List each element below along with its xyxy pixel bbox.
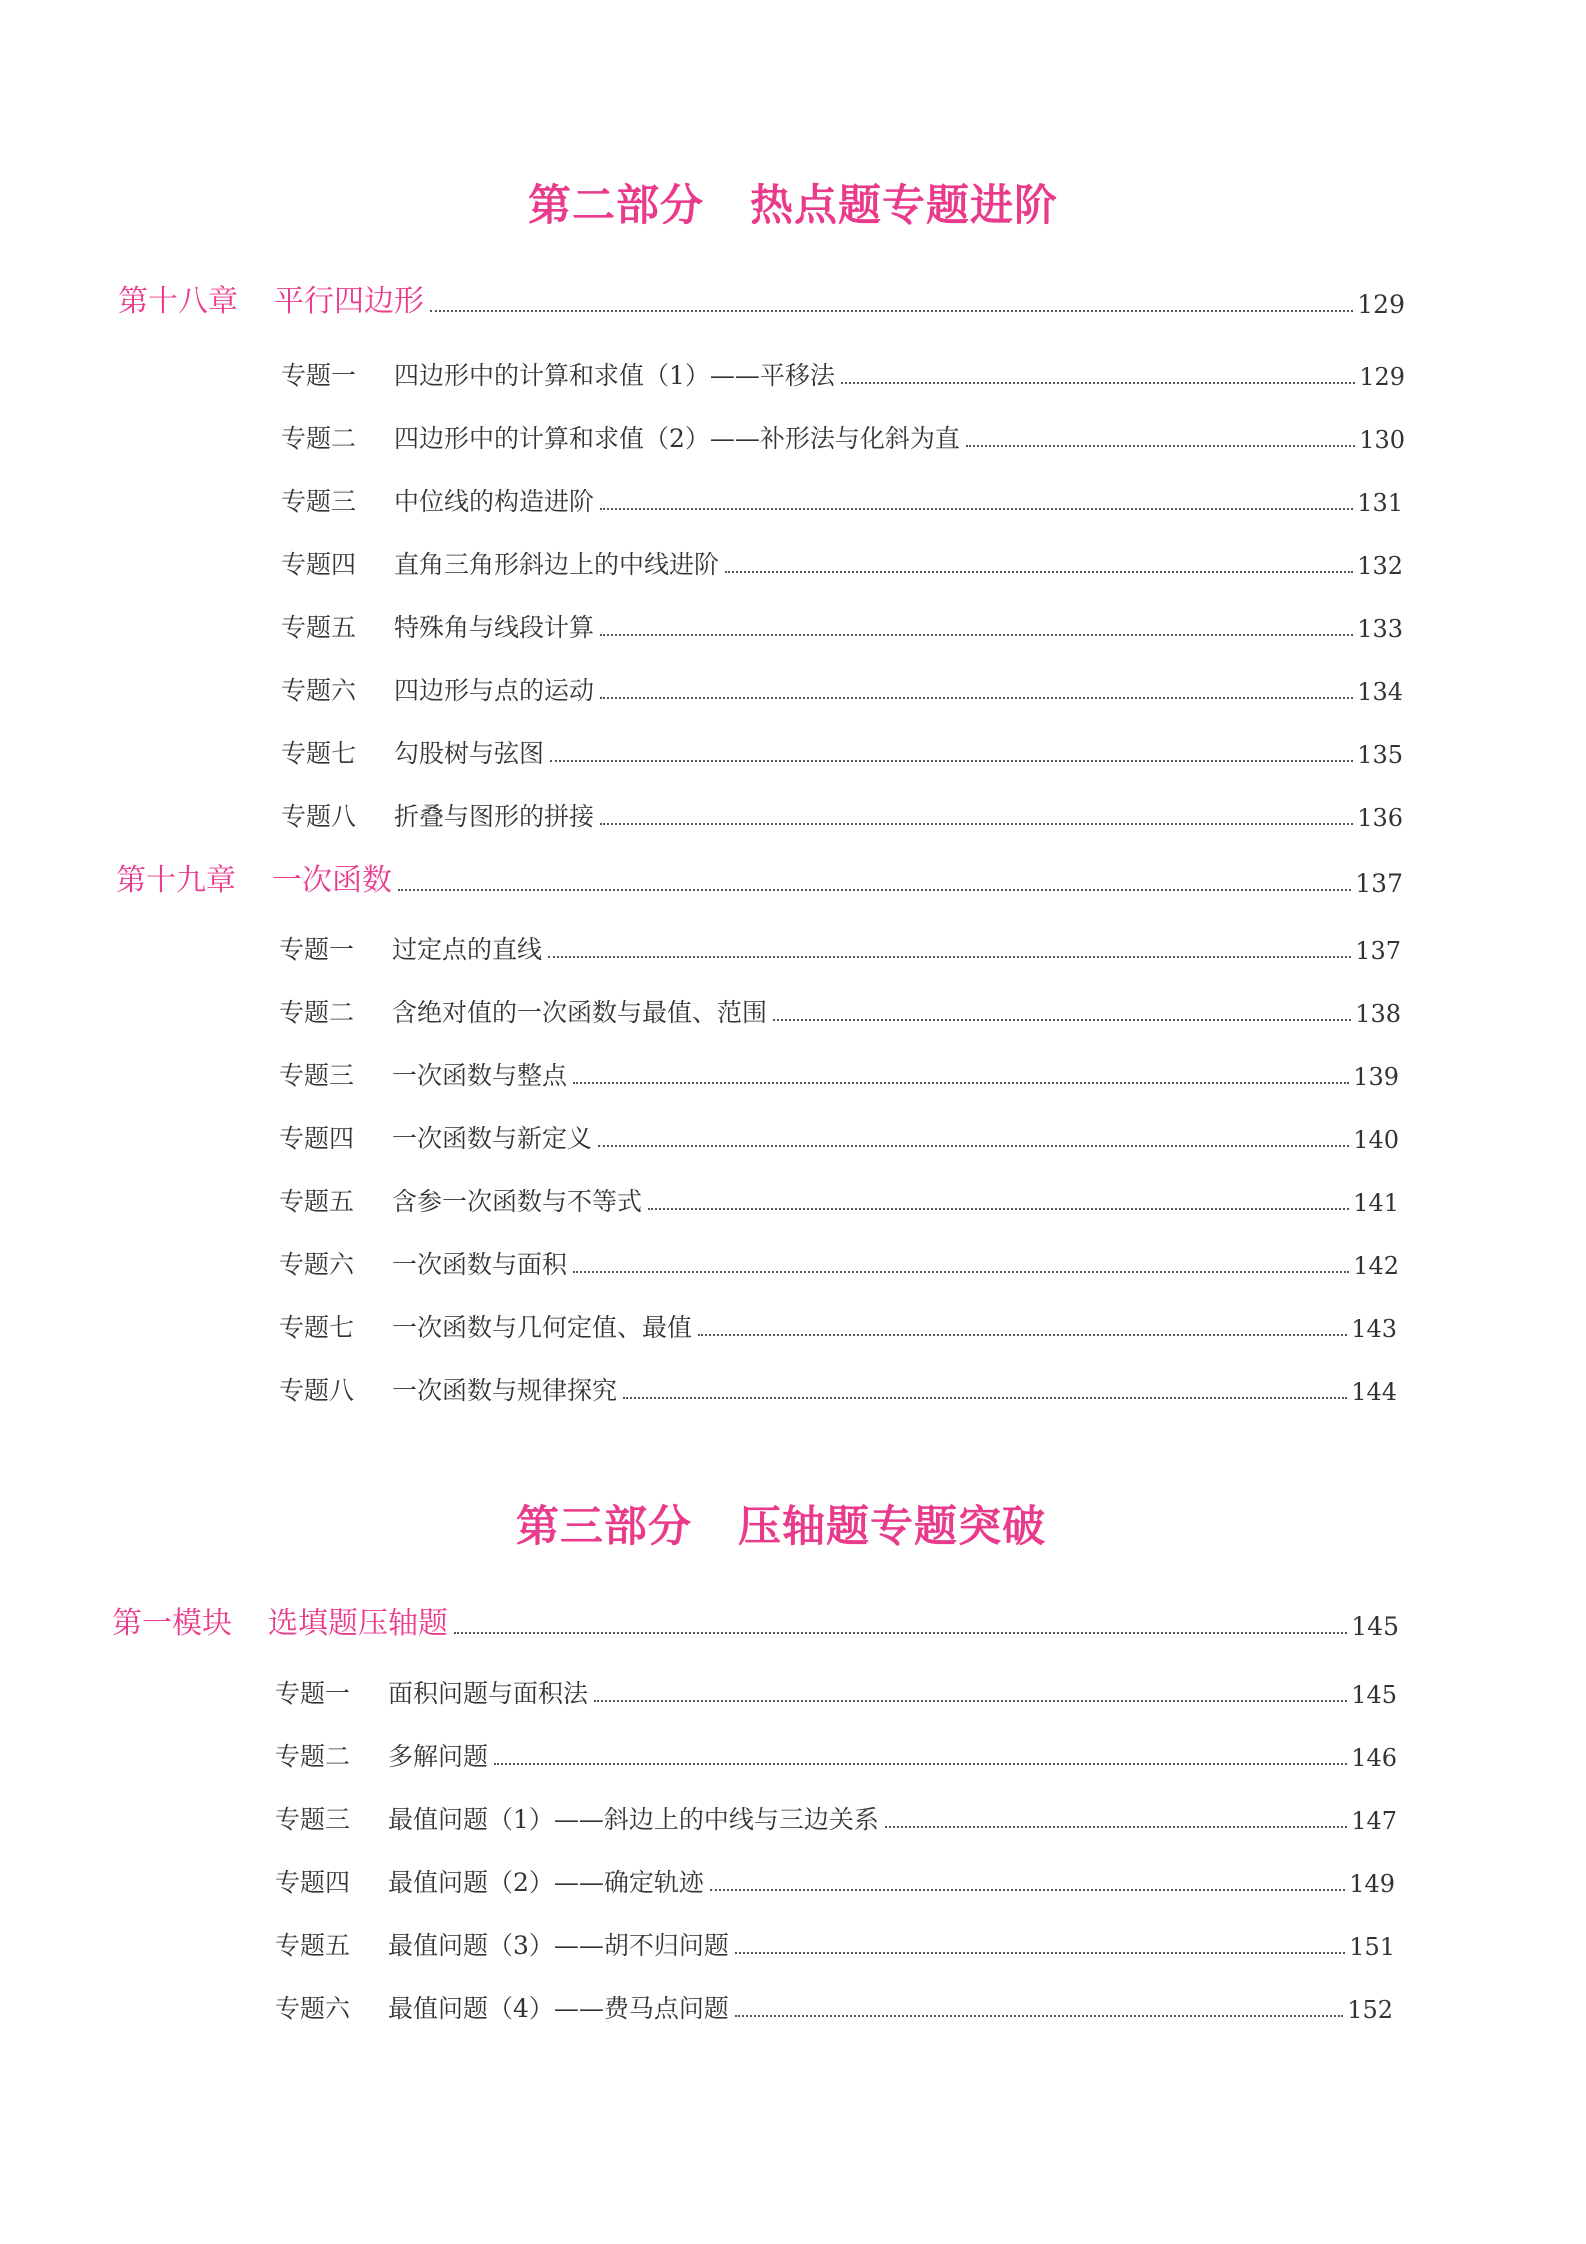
topic-title: 一次函数与规律探究 <box>392 1376 618 1405</box>
topic-label: 专题二 <box>281 424 357 453</box>
page-number: 144 <box>1351 1378 1397 1406</box>
page-number: 142 <box>1353 1252 1399 1280</box>
dot-leader <box>398 889 1351 891</box>
toc-topic-row[interactable] <box>279 1363 1397 1407</box>
page-number: 152 <box>1347 1996 1393 2024</box>
topic-label: 专题五 <box>281 613 357 642</box>
topic-label: 专题一 <box>281 361 357 390</box>
page-number: 130 <box>1359 426 1405 454</box>
toc-topic-row[interactable] <box>279 985 1401 1029</box>
topic-title: 四边形与点的运动 <box>394 676 595 705</box>
page-number: 141 <box>1353 1189 1399 1217</box>
topic-title: 特殊角与线段计算 <box>394 613 595 642</box>
chapter-label: 第一模块 <box>112 1606 232 1641</box>
topic-label: 专题七 <box>279 1313 355 1342</box>
dot-leader <box>600 697 1353 699</box>
toc-topic-row[interactable] <box>281 726 1403 770</box>
page-number: 136 <box>1357 804 1403 832</box>
dot-leader <box>725 571 1353 573</box>
page-number: 143 <box>1351 1315 1397 1343</box>
dot-leader <box>573 1271 1349 1273</box>
page-number: 131 <box>1357 489 1403 517</box>
dot-leader <box>430 310 1353 312</box>
topic-label: 专题三 <box>281 487 357 516</box>
topic-label: 专题二 <box>279 998 355 1027</box>
dot-leader <box>494 1763 1347 1765</box>
page-number: 139 <box>1353 1063 1399 1091</box>
toc-chapter-row[interactable] <box>118 276 1405 320</box>
part-name: 压轴题专题突破 <box>738 1502 1046 1552</box>
dot-leader <box>454 1632 1347 1634</box>
topic-label: 专题四 <box>281 550 357 579</box>
page-number: 151 <box>1349 1933 1395 1961</box>
topic-label: 专题四 <box>279 1124 355 1153</box>
dot-leader <box>548 956 1351 958</box>
topic-title: 过定点的直线 <box>392 935 543 964</box>
topic-title: 最值问题（2）——确定轨迹 <box>388 1868 704 1897</box>
topic-title: 一次函数与面积 <box>392 1250 568 1279</box>
page-number: 137 <box>1355 937 1401 965</box>
page-number: 132 <box>1357 552 1403 580</box>
topic-label: 专题六 <box>281 676 357 705</box>
topic-label: 专题八 <box>281 802 357 831</box>
dot-leader <box>600 823 1353 825</box>
toc-topic-row[interactable] <box>275 1918 1395 1962</box>
dot-leader <box>885 1826 1347 1828</box>
dot-leader <box>623 1397 1347 1399</box>
toc-topic-row[interactable] <box>275 1666 1397 1710</box>
toc-topic-row[interactable] <box>275 1981 1393 2025</box>
topic-title: 折叠与图形的拼接 <box>394 802 595 831</box>
topic-title: 含绝对值的一次函数与最值、范围 <box>392 998 768 1027</box>
page-number: 140 <box>1353 1126 1399 1154</box>
topic-label: 专题一 <box>275 1679 351 1708</box>
topic-label: 专题三 <box>279 1061 355 1090</box>
page-number: 149 <box>1349 1870 1395 1898</box>
toc-topic-row[interactable] <box>279 1174 1399 1218</box>
toc-topic-row[interactable] <box>275 1855 1395 1899</box>
page-number: 133 <box>1357 615 1403 643</box>
dot-leader <box>735 2015 1343 2017</box>
toc-topic-row[interactable] <box>279 1111 1399 1155</box>
topic-label: 专题五 <box>279 1187 355 1216</box>
dot-leader <box>698 1334 1347 1336</box>
part-number: 第三部分 <box>516 1502 692 1552</box>
part-name: 热点题专题进阶 <box>750 181 1058 231</box>
chapter-title: 选填题压轴题 <box>268 1606 448 1641</box>
page-number: 135 <box>1357 741 1403 769</box>
page-number: 147 <box>1351 1807 1397 1835</box>
dot-leader <box>600 508 1353 510</box>
dot-leader <box>710 1889 1345 1891</box>
topic-title: 直角三角形斜边上的中线进阶 <box>394 550 720 579</box>
topic-label: 专题七 <box>281 739 357 768</box>
page-number: 129 <box>1357 290 1405 319</box>
dot-leader <box>773 1019 1351 1021</box>
page-number: 134 <box>1357 678 1403 706</box>
toc-topic-row[interactable] <box>275 1729 1397 1773</box>
toc-chapter-row[interactable] <box>116 855 1403 899</box>
toc-topic-row[interactable] <box>279 922 1401 966</box>
part-title <box>0 1493 1574 1554</box>
toc-topic-row[interactable] <box>281 600 1403 644</box>
part-number: 第二部分 <box>528 181 704 231</box>
topic-title: 一次函数与几何定值、最值 <box>392 1313 693 1342</box>
dot-leader <box>594 1700 1347 1702</box>
topic-title: 四边形中的计算和求值（1）——平移法 <box>394 361 835 390</box>
page-number: 145 <box>1351 1681 1397 1709</box>
topic-title: 最值问题（1）——斜边上的中线与三边关系 <box>388 1805 879 1834</box>
toc-topic-row[interactable] <box>281 474 1403 518</box>
topic-label: 专题六 <box>279 1250 355 1279</box>
topic-label: 专题三 <box>275 1805 351 1834</box>
toc-topic-row[interactable] <box>281 663 1403 707</box>
chapter-title: 一次函数 <box>272 863 392 898</box>
toc-topic-row[interactable] <box>281 348 1405 392</box>
page-number: 145 <box>1351 1612 1399 1641</box>
topic-title: 多解问题 <box>388 1742 489 1771</box>
page-number: 129 <box>1359 363 1405 391</box>
dot-leader <box>573 1082 1349 1084</box>
topic-title: 含参一次函数与不等式 <box>392 1187 643 1216</box>
topic-title: 最值问题（4）——费马点问题 <box>388 1994 729 2023</box>
topic-title: 最值问题（3）——胡不归问题 <box>388 1931 729 1960</box>
topic-title: 勾股树与弦图 <box>394 739 545 768</box>
topic-title: 四边形中的计算和求值（2）——补形法与化斜为直 <box>394 424 960 453</box>
page-number: 146 <box>1351 1744 1397 1772</box>
topic-label: 专题四 <box>275 1868 351 1897</box>
topic-title: 中位线的构造进阶 <box>394 487 595 516</box>
dot-leader <box>841 382 1355 384</box>
toc-topic-row[interactable] <box>281 789 1403 833</box>
topic-label: 专题二 <box>275 1742 351 1771</box>
dot-leader <box>966 445 1355 447</box>
toc-topic-row[interactable] <box>281 411 1405 455</box>
dot-leader <box>600 634 1353 636</box>
page-number: 137 <box>1355 869 1403 898</box>
topic-label: 专题一 <box>279 935 355 964</box>
part-title <box>0 172 1586 233</box>
chapter-title: 平行四边形 <box>274 284 424 319</box>
toc-topic-row[interactable] <box>279 1048 1399 1092</box>
chapter-label: 第十九章 <box>116 863 236 898</box>
topic-label: 专题五 <box>275 1931 351 1960</box>
toc-topic-row[interactable] <box>275 1792 1397 1836</box>
chapter-label: 第十八章 <box>118 284 238 319</box>
dot-leader <box>598 1145 1349 1147</box>
toc-topic-row[interactable] <box>281 537 1403 581</box>
page-number: 138 <box>1355 1000 1401 1028</box>
topic-label: 专题六 <box>275 1994 351 2023</box>
toc-topic-row[interactable] <box>279 1237 1399 1281</box>
topic-title: 一次函数与新定义 <box>392 1124 593 1153</box>
dot-leader <box>550 760 1353 762</box>
topic-title: 面积问题与面积法 <box>388 1679 589 1708</box>
toc-chapter-row[interactable] <box>112 1598 1399 1642</box>
topic-label: 专题八 <box>279 1376 355 1405</box>
toc-topic-row[interactable] <box>279 1300 1397 1344</box>
dot-leader <box>735 1952 1345 1954</box>
dot-leader <box>648 1208 1349 1210</box>
topic-title: 一次函数与整点 <box>392 1061 568 1090</box>
